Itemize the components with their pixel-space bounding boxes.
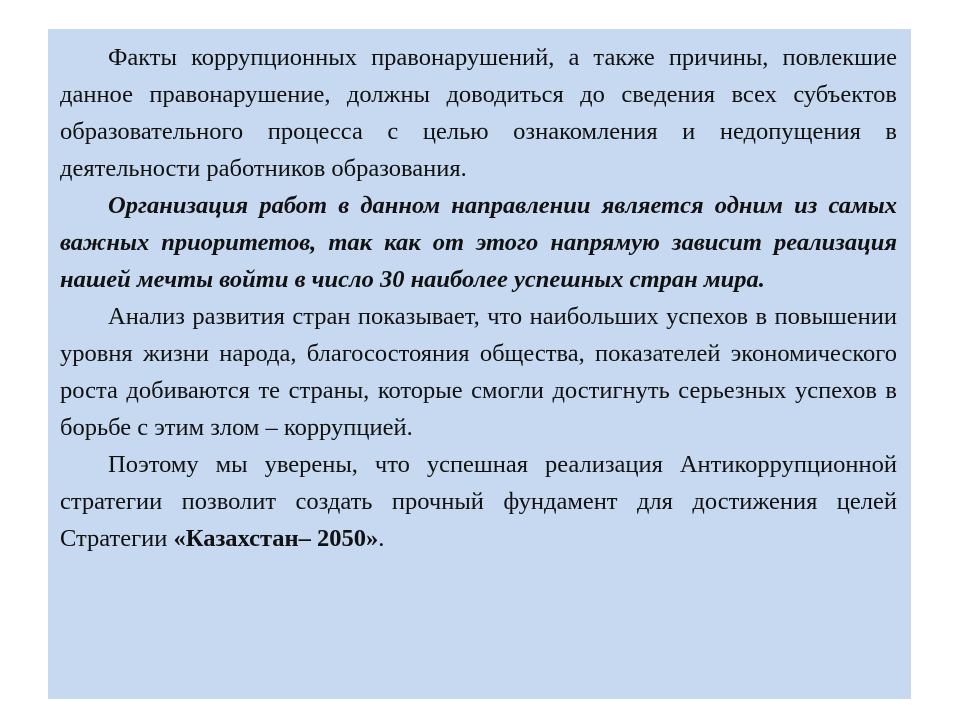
paragraph-priority-emphasis: Организация работ в данном направлении является одним из самых важных приоритетов, так как от этого напрямую зависит реализация нашей мечты войти в число 30 наиболее успешных стран мира. [60, 192, 897, 293]
paragraph-country-analysis: Анализ развития стран показывает, что наибольших успехов в повышении уровня жизни народа, благосостояния общества, показателей экономического роста добиваются те страны, которые смогли достигнуть серьезных успехов в борьбе с этим злом – коррупцией. [60, 303, 897, 441]
strategy-period: . [378, 525, 385, 552]
slide-text-box [48, 29, 911, 699]
paragraph-corruption-facts: Факты коррупционных правонарушений, а также причины, повлекшие данное правонарушение, должны доводиться до сведения всех субъектов образовательного процесса с целью ознакомления и недопущения в деятельности работников образования. [60, 44, 897, 182]
paragraph-strategy [60, 446, 897, 557]
strategy-name: «Казахстан– 2050» [173, 525, 379, 552]
strategy-text: Поэтому мы уверены, что успешная реализация Антикоррупционной стратегии позволит создать прочный фундамент для достижения целей Стратегии [60, 451, 897, 552]
